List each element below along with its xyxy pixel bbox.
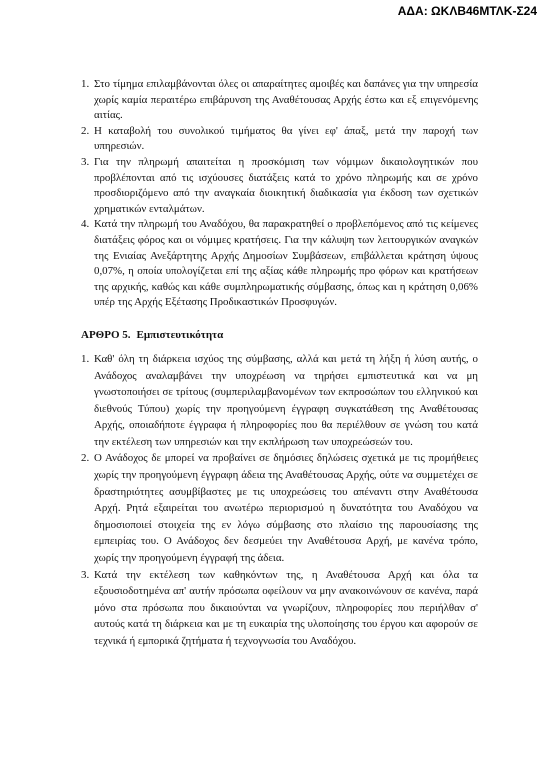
item-number: 1. <box>81 78 90 90</box>
confidentiality-list <box>81 351 478 650</box>
list-item <box>81 351 478 451</box>
document-body <box>81 77 478 650</box>
item-number: 3. <box>81 568 90 581</box>
item-number: 1. <box>81 352 90 365</box>
article-heading <box>81 329 478 341</box>
article-label: ΑΡΘΡΟ 5. <box>81 328 131 341</box>
item-number: 2. <box>81 124 90 137</box>
list-item <box>81 155 478 217</box>
ada-code: ΑΔΑ: ΩΚΛΒ46ΜΤΛΚ-Σ24 <box>397 4 537 18</box>
item-text: Κατά την εκτέλεση των καθηκόντων της, η Αναθέτουσα Αρχή και όλα τα εξουσιοδοτημένα απ' αυτήν πρόσωπα οφείλουν να μην ανακοινώνουν σε κανένα, παρά μόνο στα πρόσωπα που δικαιούνται να γνωρίζουν, πληροφορίες που περιήλθαν σ' αυτούς κατά τη διάρκεια και με τη ευκαιρία της υλοποίησης του έργου και αφορούν σε τεχνικά ή εμπορικά ζητήματα ή τεχνογνωσία του Αναδόχου. <box>94 568 478 647</box>
item-text: Κατά την πληρωμή του Αναδόχου, θα παρακρατηθεί ο προβλεπόμενος από τις κείμενες διατάξεις φόρος και οι νόμιμες κρατήσεις. Για την κάλυψη των λειτουργικών αναγκών της Ενιαίας Ανεξάρτητης Αρχής Δημοσίων Συμβάσεων, επιβάλλεται κράτηση ύψους 0,07%, η οποία υπολογίζεται επί της αξίας κάθε πληρωμής προ φόρων και κρατήσεων της αρχικής, καθώς και κάθε συμπληρωματικής σύμβασης, όπως και η κράτηση 0,06% υπέρ της Αρχής Εξέτασης Προδικαστικών Προσφυγών. <box>94 218 478 309</box>
item-text: Ο Ανάδοχος δε μπορεί να προβαίνει σε δημόσιες δηλώσεις σχετικά με τις προμήθειες χωρίς την προηγούμενη έγγραφη άδεια της Αναθέτουσας Αρχής, ούτε να συμμετέχει σε δραστηριότητες ασυμβίβαστες με τις υποχρεώσεις του απέναντι στην Αναθέτουσα Αρχή. Ρητά εξαιρείται του ανωτέρω περιορισμού η δυνατότητα του Αναδόχου να δημοσιοποιεί στοιχεία της εν λόγω σύμβασης στο πλαίσιο της παρουσίασης της εμπειρίας του. Ο Ανάδοχος δεν δεσμεύει την Αναθέτουσα Αρχή, με κανένα τρόπο, χωρίς την προηγούμενη έγγραφή της άδεια. <box>94 452 478 565</box>
item-number: 4. <box>81 218 90 231</box>
item-text: Για την πληρωμή απαιτείται η προσκόμιση των νόμιμων δικαιολογητικών που προβλέπονται από τις ισχύουσες διατάξεις κατά το χρόνο πληρωμής και σε χρόνο προσδιοριζόμενο από την αναγκαία διοικητική διαδικασία για έκδοση των σχετικών χρηματικών ενταλμάτων. <box>94 155 478 215</box>
item-number: 2. <box>81 452 90 465</box>
article-title: Εμπιστευτικότητα <box>136 328 224 341</box>
item-text: Στο τίμημα επιλαμβάνονται όλες οι απαραίτητες αμοιβές και δαπάνες για την υπηρεσία χωρίς καμία περαιτέρω επιβάρυνση της Αναθέτουσας Αρχής έστω και εξ επιγενόμενης αιτίας. <box>94 78 478 122</box>
payment-terms-list <box>81 77 478 311</box>
item-text: Η καταβολή του συνολικού τιμήματος θα γίνει εφ' άπαξ, μετά την παροχή των υπηρεσιών. <box>94 124 478 153</box>
list-item <box>81 77 478 124</box>
list-item <box>81 567 478 650</box>
list-item <box>81 217 478 311</box>
list-item <box>81 450 478 566</box>
list-item <box>81 124 478 155</box>
item-number: 3. <box>81 155 90 168</box>
item-text: Καθ' όλη τη διάρκεια ισχύος της σύμβασης, αλλά και μετά τη λήξη ή λύση αυτής, ο Ανάδοχος αναλαμβάνει την υποχρέωση να τηρήσει εμπιστευτικά και να μη γνωστοποιήσει σε τρίτους (συμπεριλαμβανομένων των εκπροσώπων του ελληνικού και διεθνούς Τύπου) χωρίς την προηγούμενη έγγραφη συγκατάθεση της Αναθέτουσας Αρχής, οποιαδήποτε έγγραφα ή πληροφορίες που θα περιέλθουν σε γνώση του κατά την εκτέλεση των υπηρεσιών και την εκπλήρωση των υποχρεώσεών του. <box>94 352 478 448</box>
